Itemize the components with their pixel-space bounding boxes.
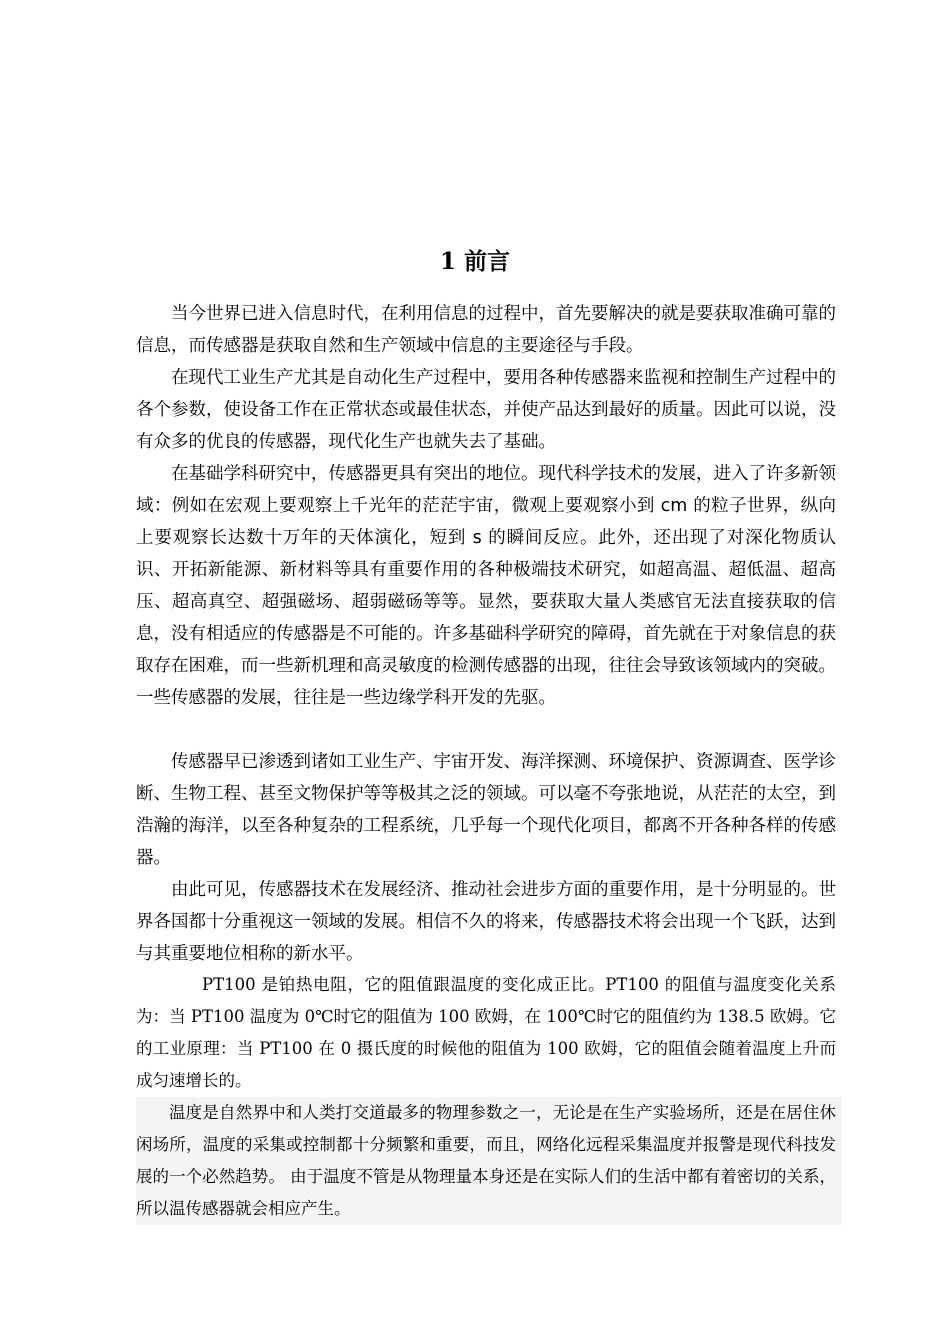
paragraph-information-age: 当今世界已进入信息时代，在利用信息的过程中，首先要解决的就是要获取准确可靠的信息，而传感器是获取自然和生产领域中信息的主要途径与手段。 — [136, 304, 836, 356]
section-title: 1 前言 — [439, 248, 510, 275]
paragraph-basic-research: 在基础学科研究中，传感器更具有突出的地位。现代科学技术的发展，进入了许多新领域：例如在宏观上要观察上千光年的茫茫宇宙，微观上要观察小到 cm 的粒子世界，纵向上要观察长达数十万年的天体演化，短到 s 的瞬间反应。此外，还出现了对深化物质认识、开拓新能源、新材料等具有重要作用的各种极端技术研究，如超高温、超低温、超高压、超高真空、超强磁场、超弱磁砀等等。显然，要获取大量人类感官无法直接获取的信息，没有相适应的传感器是不可能的。许多基础科学研究的障碍，首先就在于对象信息的获取存在困难，而一些新机理和高灵敏度的检测传感器的出现，往往会导致该领域内的突破。一些传感器的发展，往往是一些边缘学科开发的先驱。 — [136, 464, 836, 708]
paragraph-industrial-production: 在现代工业生产尤其是自动化生产过程中，要用各种传感器来监视和控制生产过程中的各个参数，使设备工作在正常状态或最佳状态，并使产品达到最好的质量。因此可以说，没有众多的优良的传感器，现代化生产也就失去了基础。 — [136, 368, 836, 452]
paragraph-pt100: PT100 是铂热电阻，它的阻值跟温度的变化成正比。PT100 的阻值与温度变化关系为：当 PT100 温度为 0℃时它的阻值为 100 欧姆，在 100℃时它的阻值约为 138.5 欧姆。它的工业原理：当 PT100 在 0 摄氏度的时候他的阻值为 100 欧姆，它的阻值会随着温度上升而成匀速增长的。 — [136, 975, 836, 1090]
paragraph-temperature: 温度是自然界中和人类打交道最多的物理参数之一，无论是在生产实验场所，还是在居住休闲场所，温度的采集或控制都十分频繁和重要，而且，网络化远程采集温度并报警是现代科技发展的一个必然趋势。 由于温度不管是从物理量本身还是在实际人们的生活中都有着密切的关系，所以温传感器就会相应产生。 — [136, 1097, 842, 1225]
paragraph-conclusion: 由此可见，传感器技术在发展经济、推动社会进步方面的重要作用，是十分明显的。世界各国都十分重视这一领域的发展。相信不久的将来，传感器技术将会出现一个飞跃，达到与其重要地位相称的新水平。 — [136, 880, 836, 964]
paragraph-applications: 传感器早已渗透到诸如工业生产、宇宙开发、海洋探测、环境保护、资源调查、医学诊断、生物工程、甚至文物保护等等极其之泛的领域。可以毫不夸张地说，从茫茫的太空，到浩瀚的海洋，以至各种复杂的工程系统，几乎每一个现代化项目，都离不开各种各样的传感器。 — [136, 752, 836, 868]
